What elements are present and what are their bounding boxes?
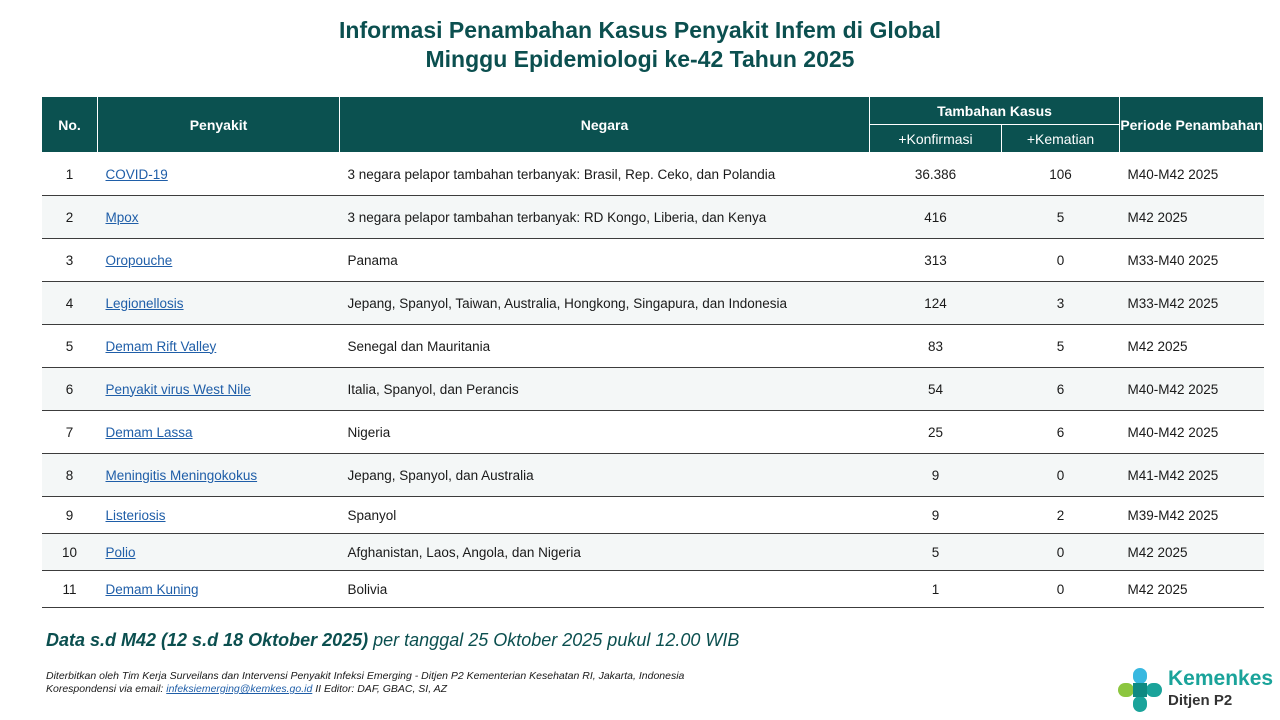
disease-link[interactable]: Oropouche — [105, 252, 173, 268]
page-title — [0, 16, 1280, 74]
header-no: No. — [42, 97, 98, 153]
logo-name: Kemenkes — [1168, 667, 1274, 690]
table-row — [42, 534, 1264, 571]
cell-no: 6 — [42, 368, 98, 411]
cell-no: 4 — [42, 282, 98, 325]
cell-periode: M33-M40 2025 — [1120, 239, 1264, 282]
data-period-bold: Data s.d M42 (12 s.d 18 Oktober 2025) — [46, 630, 369, 650]
cell-penyakit — [98, 239, 340, 282]
cell-negara: Italia, Spanyol, dan Perancis — [340, 368, 870, 411]
disease-link[interactable]: Polio — [105, 544, 136, 560]
disease-link[interactable]: COVID-19 — [105, 166, 168, 182]
cell-no: 7 — [42, 411, 98, 454]
cell-kematian: 6 — [1002, 368, 1120, 411]
cell-no: 2 — [42, 196, 98, 239]
contact-line — [46, 683, 684, 696]
kemenkes-emblem-icon — [1116, 666, 1164, 714]
table-row — [42, 368, 1264, 411]
cell-no: 1 — [42, 153, 98, 196]
header-negara: Negara — [340, 97, 870, 153]
cell-konfirmasi: 1 — [870, 571, 1002, 608]
table-row — [42, 196, 1264, 239]
cell-konfirmasi: 25 — [870, 411, 1002, 454]
cell-konfirmasi: 9 — [870, 454, 1002, 497]
cell-periode: M42 2025 — [1120, 325, 1264, 368]
cell-periode: M40-M42 2025 — [1120, 153, 1264, 196]
cell-periode: M33-M42 2025 — [1120, 282, 1264, 325]
header-konfirmasi: +Konfirmasi — [870, 125, 1002, 153]
cell-no: 8 — [42, 454, 98, 497]
cell-no: 9 — [42, 497, 98, 534]
table-row — [42, 497, 1264, 534]
cell-kematian: 5 — [1002, 325, 1120, 368]
cell-negara: Panama — [340, 239, 870, 282]
cell-no: 10 — [42, 534, 98, 571]
disease-table — [41, 96, 1264, 608]
contact-prefix: Korespondensi via email: — [46, 683, 167, 695]
data-period-rest: per tanggal 25 Oktober 2025 pukul 12.00 WIB — [368, 630, 740, 650]
cell-konfirmasi: 124 — [870, 282, 1002, 325]
cell-penyakit — [98, 534, 340, 571]
cell-penyakit — [98, 571, 340, 608]
cell-periode: M39-M42 2025 — [1120, 497, 1264, 534]
cell-penyakit — [98, 325, 340, 368]
table-row — [42, 571, 1264, 608]
kemenkes-logo — [1116, 664, 1276, 714]
table-row — [42, 454, 1264, 497]
title-line-2: Minggu Epidemiologi ke-42 Tahun 2025 — [425, 46, 855, 72]
disease-link[interactable]: Penyakit virus West Nile — [105, 381, 251, 397]
cell-negara: Afghanistan, Laos, Angola, dan Nigeria — [340, 534, 870, 571]
cell-negara: Nigeria — [340, 411, 870, 454]
cell-periode: M42 2025 — [1120, 534, 1264, 571]
cell-kematian: 106 — [1002, 153, 1120, 196]
table-row — [42, 325, 1264, 368]
cell-penyakit — [98, 368, 340, 411]
header-tambahan-kasus: Tambahan Kasus — [870, 97, 1120, 125]
cell-konfirmasi: 416 — [870, 196, 1002, 239]
header-kematian: +Kematian — [1002, 125, 1120, 153]
table-row — [42, 282, 1264, 325]
cell-kematian: 3 — [1002, 282, 1120, 325]
cell-periode: M40-M42 2025 — [1120, 411, 1264, 454]
cell-negara: Senegal dan Mauritania — [340, 325, 870, 368]
logo-subtitle: Ditjen P2 — [1168, 692, 1233, 709]
cell-kematian: 2 — [1002, 497, 1120, 534]
cell-kematian: 0 — [1002, 454, 1120, 497]
cell-kematian: 6 — [1002, 411, 1120, 454]
cell-penyakit — [98, 454, 340, 497]
cell-periode: M40-M42 2025 — [1120, 368, 1264, 411]
disease-link[interactable]: Demam Lassa — [105, 424, 193, 440]
table-row — [42, 153, 1264, 196]
cell-periode: M42 2025 — [1120, 196, 1264, 239]
cell-konfirmasi: 83 — [870, 325, 1002, 368]
cell-no: 3 — [42, 239, 98, 282]
cell-kematian: 0 — [1002, 571, 1120, 608]
cell-negara: Jepang, Spanyol, dan Australia — [340, 454, 870, 497]
cell-konfirmasi: 36.386 — [870, 153, 1002, 196]
cell-periode: M41-M42 2025 — [1120, 454, 1264, 497]
header-penyakit: Penyakit — [98, 97, 340, 153]
disease-link[interactable]: Demam Kuning — [105, 581, 199, 597]
cell-negara: Spanyol — [340, 497, 870, 534]
cell-penyakit — [98, 153, 340, 196]
cell-konfirmasi: 313 — [870, 239, 1002, 282]
data-period-note — [46, 630, 739, 651]
cell-negara: 3 negara pelapor tambahan terbanyak: Brasil, Rep. Ceko, dan Polandia — [340, 153, 870, 196]
disease-link[interactable]: Mpox — [105, 209, 139, 225]
publisher-note — [46, 670, 684, 696]
cell-no: 5 — [42, 325, 98, 368]
cell-penyakit — [98, 497, 340, 534]
cell-kematian: 0 — [1002, 534, 1120, 571]
disease-link[interactable]: Demam Rift Valley — [105, 338, 217, 354]
disease-link[interactable]: Listeriosis — [105, 507, 166, 523]
cell-no: 11 — [42, 571, 98, 608]
cell-kematian: 5 — [1002, 196, 1120, 239]
disease-link[interactable]: Meningitis Meningokokus — [105, 467, 258, 483]
cell-konfirmasi: 5 — [870, 534, 1002, 571]
table-row — [42, 239, 1264, 282]
cell-penyakit — [98, 196, 340, 239]
cell-penyakit — [98, 411, 340, 454]
cell-negara: Bolivia — [340, 571, 870, 608]
published-by: Diterbitkan oleh Tim Kerja Surveilans dan Intervensi Penyakit Infeksi Emerging - Ditjen P2 Kementerian Kesehatan RI, Jakarta, Indonesia — [46, 670, 685, 682]
table-row — [42, 411, 1264, 454]
cell-penyakit — [98, 282, 340, 325]
title-line-1: Informasi Penambahan Kasus Penyakit Infem di Global — [339, 17, 941, 43]
cell-konfirmasi: 54 — [870, 368, 1002, 411]
cell-konfirmasi: 9 — [870, 497, 1002, 534]
editor-credit: II Editor: DAF, GBAC, SI, AZ — [312, 683, 448, 695]
cell-negara: 3 negara pelapor tambahan terbanyak: RD Kongo, Liberia, dan Kenya — [340, 196, 870, 239]
email-link[interactable]: infeksiemerging@kemkes.go.id — [166, 683, 313, 695]
header-periode: Periode Penambahan — [1120, 97, 1264, 153]
cell-negara: Jepang, Spanyol, Taiwan, Australia, Hongkong, Singapura, dan Indonesia — [340, 282, 870, 325]
cell-kematian: 0 — [1002, 239, 1120, 282]
cell-periode: M42 2025 — [1120, 571, 1264, 608]
disease-link[interactable]: Legionellosis — [105, 295, 184, 311]
